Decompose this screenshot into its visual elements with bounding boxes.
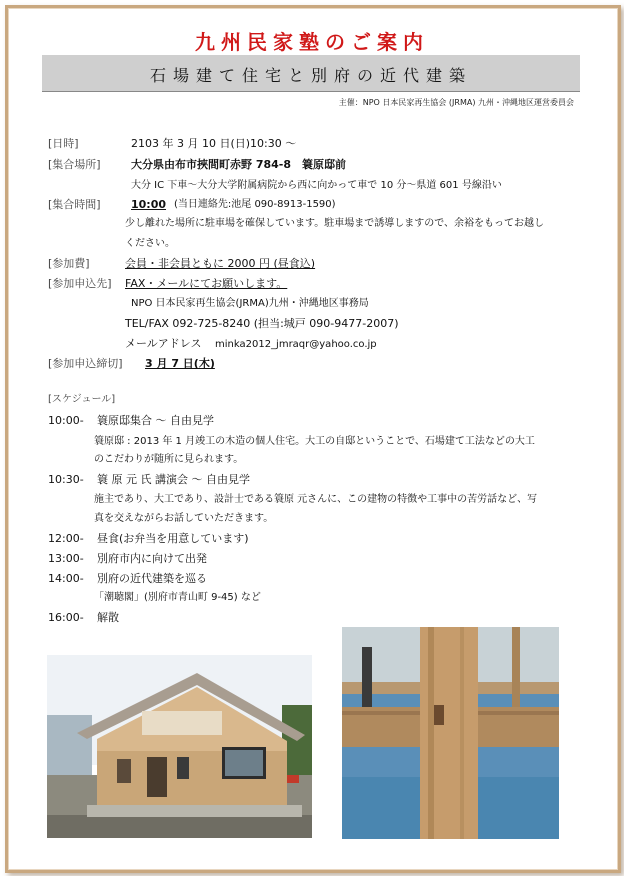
venue-value: 大分県由布市挾間町赤野 784-8 簑原邸前: [131, 158, 347, 171]
meeting-time-label: [集合時間]: [48, 198, 101, 211]
apply-label: [参加申込先]: [48, 277, 112, 290]
schedule-text: 解散: [97, 611, 119, 624]
meeting-time-value: 10:00: [131, 198, 167, 211]
house-photo: [47, 655, 312, 838]
schedule-time: 14:00-: [48, 572, 84, 585]
fee-label: [参加費]: [48, 257, 90, 270]
deadline-label: [参加申込締切]: [48, 357, 123, 370]
date-value: 2103 年 3 月 10 日(日)10:30 ～: [131, 137, 297, 150]
organizer-line: 主催：NPO 日本民家再生協会 (JRMA) 九州・沖縄地区運営委員会: [338, 98, 574, 107]
apply-email[interactable]: minka2012_jmraqr@yahoo.co.jp: [215, 339, 377, 350]
apply-email-label: メールアドレス: [125, 337, 202, 350]
schedule-label: [スケジュール]: [48, 394, 116, 405]
schedule-text: 「潮聴閣」(別府市青山町 9-45) など: [94, 592, 261, 603]
house-illustration: [47, 655, 312, 838]
schedule-text: 別府の近代建築を巡る: [97, 572, 207, 585]
parking-note-1: 少し離れた場所に駐車場を確保しています。駐車場まで誘導しますので、余裕をもってお越し: [125, 218, 544, 229]
schedule-time: 16:00-: [48, 611, 84, 624]
schedule-time: 12:00-: [48, 532, 84, 545]
page-title: 九州民家塾のご案内: [195, 30, 429, 54]
venue-label: [集合場所]: [48, 158, 101, 171]
schedule-text: 別府市内に向けて出発: [97, 552, 207, 565]
schedule-text: 真を交えながらお話していただきます。: [94, 513, 274, 524]
schedule-text: 簑 原 元 氏 講演会 ～ 自由見学: [97, 473, 250, 486]
timber-joint-illustration: [342, 627, 559, 839]
schedule-time: 10:00-: [48, 414, 84, 427]
schedule-text: 昼食(お弁当を用意しています): [97, 532, 249, 545]
apply-office: NPO 日本民家再生協会(JRMA)九州・沖縄地区事務局: [131, 298, 369, 309]
apply-method: FAX・メールにてお願いします。: [125, 277, 288, 290]
subtitle-bar: [42, 55, 580, 92]
deadline-value: 3 月 7 日(木): [145, 357, 215, 370]
fee-value: 会員・非会員ともに 2000 円 (昼食込): [125, 257, 316, 270]
schedule-text: 簑原邸 : 2013 年 1 月竣工の木造の個人住宅。大工の自邸ということで、石場建て工法などの大工: [94, 436, 535, 447]
meeting-contact: (当日連絡先:池尾 090-8913-1590): [174, 199, 336, 210]
schedule-time: 10:30-: [48, 473, 84, 486]
venue-directions: 大分 IC 下車～大分大学附属病院から西に向かって車で 10 分～県道 601 号線沿い: [131, 180, 502, 191]
apply-telfax: TEL/FAX 092-725-8240 (担当:城戸 090-9477-2007): [125, 317, 399, 330]
subtitle: 石場建て住宅と別府の近代建築: [149, 66, 472, 85]
date-label: [日時]: [48, 137, 79, 150]
schedule-text: のこだわりが随所に見られます。: [94, 454, 244, 465]
timber-joint-photo: [342, 627, 559, 839]
parking-note-2: ください。: [125, 238, 175, 249]
schedule-time: 13:00-: [48, 552, 84, 565]
schedule-text: 簑原邸集合 ～ 自由見学: [97, 414, 214, 427]
schedule-text: 施主であり、大工であり、設計士である簑原 元さんに、この建物の特徴や工事中の苦労話など、写: [94, 494, 538, 505]
